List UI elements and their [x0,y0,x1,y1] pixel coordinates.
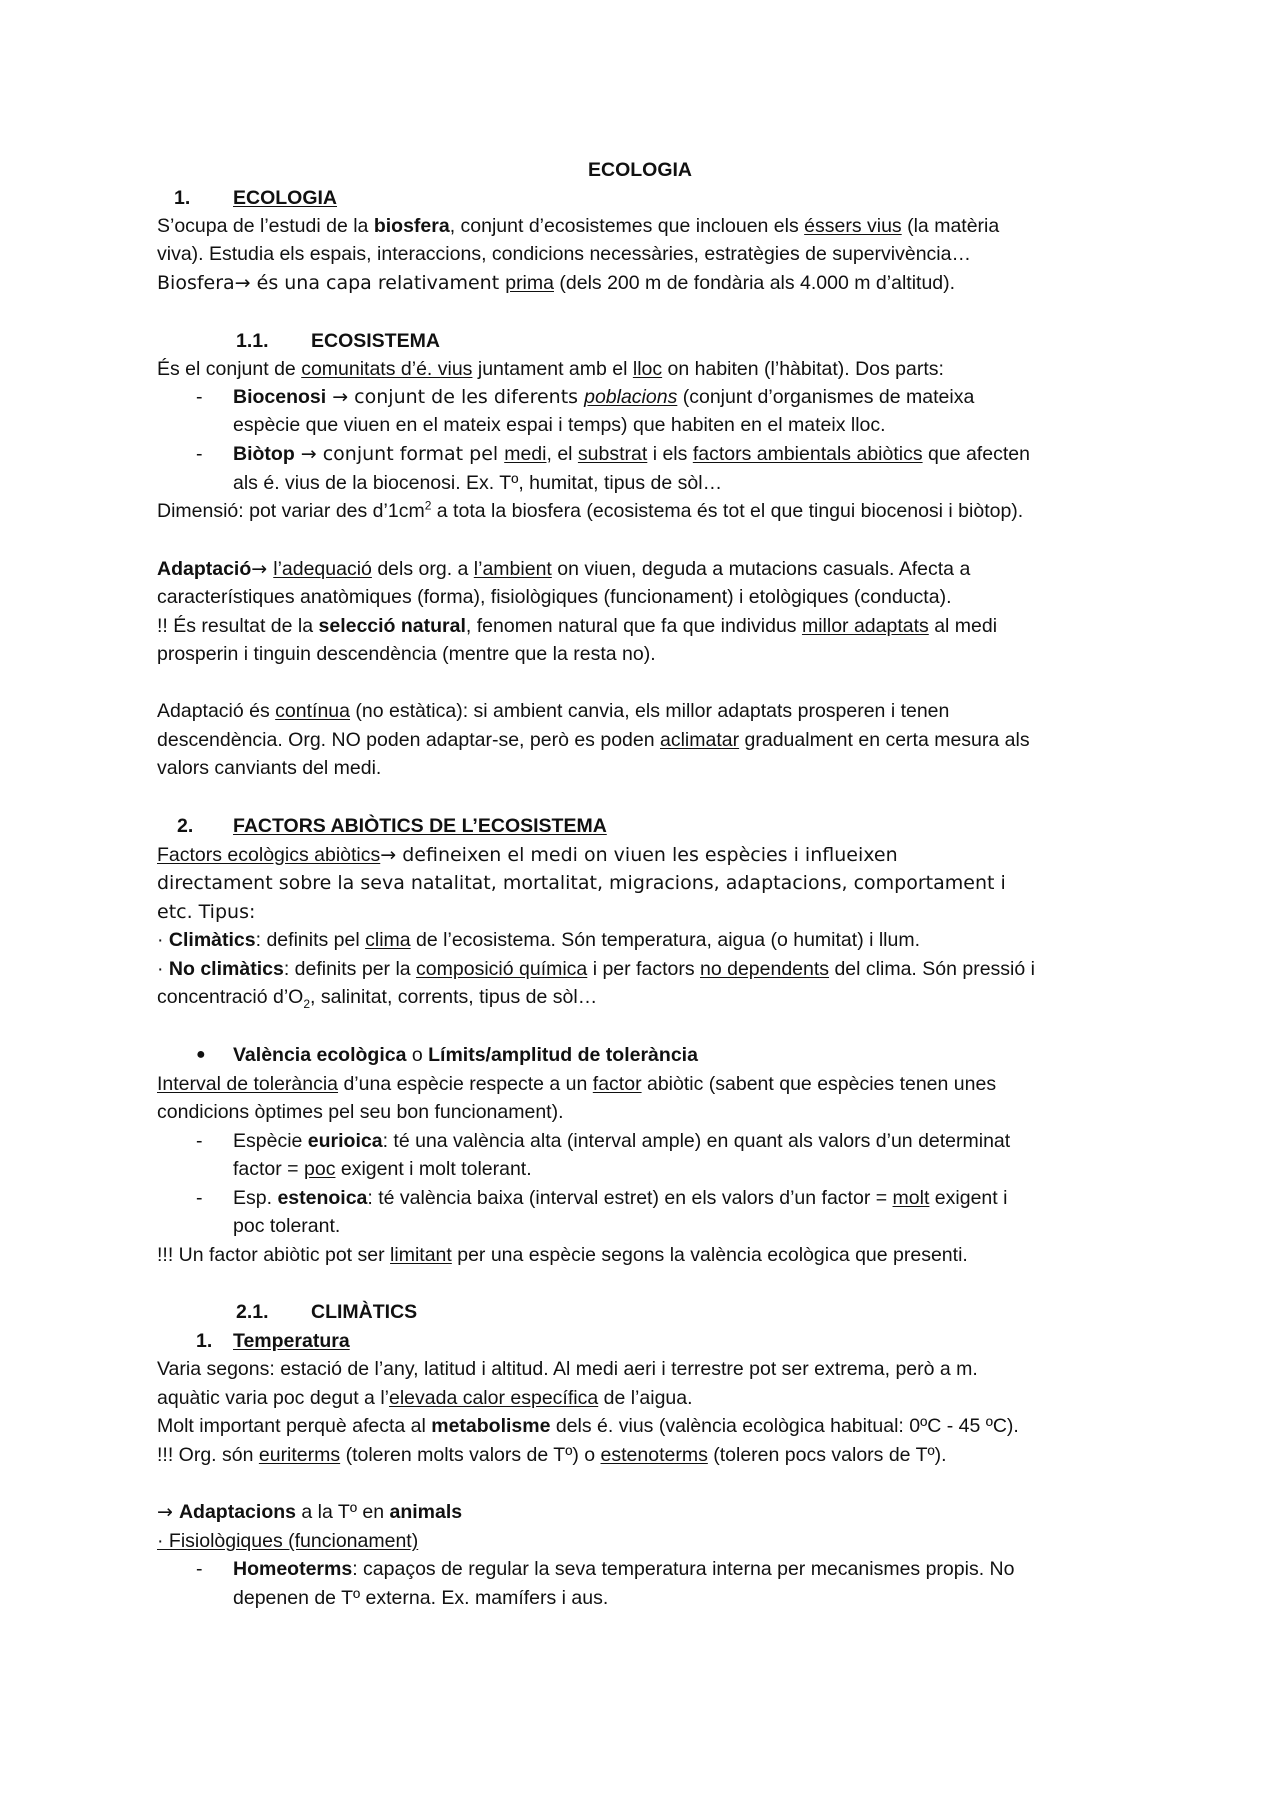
paragraph-line: característiques anatòmiques (forma), fisiològiques (funcionament) i etològiques (conducta). [157,586,952,608]
paragraph-line: etc. Tipus: [157,901,256,923]
list-item-continuation: espècie que viuen en el mateix espai i temps) que habiten en el mateix lloc. [233,414,886,436]
paragraph-line: Factors ecològics abiòtics→ defineixen el medi on viuen les espècies i influeixen [157,844,898,866]
list-dash: - [196,1558,203,1580]
list-item-eurioica: Espècie eurioica: té una valència alta (interval ample) en quant als valors d’un determinat [233,1130,1011,1152]
paragraph-line: aquàtic varia poc degut a l’elevada calor específica de l’aigua. [157,1387,693,1409]
list-dash: - [196,1130,203,1152]
list-item-continuation: depenen de Tº externa. Ex. mamífers i aus. [233,1587,609,1609]
bullet-heading-valencia: València ecològica o Límits/amplitud de tolerància [233,1044,698,1066]
subsection-number: 1.1. [236,330,269,352]
bullet-icon: ● [196,1046,206,1063]
paragraph-line-climatics: · Climàtics: definits pel clima de l’ecosistema. Són temperatura, aigua (o humitat) i llum. [157,929,921,951]
subsection-heading-climatics: CLIMÀTICS [311,1301,418,1323]
section-heading-factors-abiotics: FACTORS ABIÒTICS DE L’ECOSISTEMA [233,815,607,837]
subsection-number: 2.1. [236,1301,269,1323]
paragraph-line: valors canviants del medi. [157,757,382,779]
list-item-continuation: factor = poc exigent i molt tolerant. [233,1158,532,1180]
list-item-continuation: als é. vius de la biocenosi. Ex. Tº, humitat, tipus de sòl… [233,472,723,494]
list-dash: - [196,386,203,408]
paragraph-line: !! És resultat de la selecció natural, fenomen natural que fa que individus millor adaptats al medi [157,615,998,637]
paragraph-line-adaptacio: Adaptació→ l’adequació dels org. a l’ambient on viuen, deguda a mutacions casuals. Afecta a [157,558,971,580]
list-item-estenoica: Esp. estenoica: té valència baixa (interval estret) en els valors d’un factor = molt exigent i [233,1187,1008,1209]
paragraph-line: descendència. Org. NO poden adaptar-se, però es poden aclimatar gradualment en certa mesura als [157,729,1030,751]
paragraph-line: !!! Org. són euriterms (toleren molts valors de Tº) o estenoterms (toleren pocs valors de Tº). [157,1444,947,1466]
paragraph-line-limitant: !!! Un factor abiòtic pot ser limitant per una espècie segons la valència ecològica que presenti. [157,1244,968,1266]
list-item-continuation: poc tolerant. [233,1215,341,1237]
paragraph-line: Molt important perquè afecta al metabolisme dels é. vius (valència ecològica habitual: 0ºC - 45 ºC). [157,1415,1019,1437]
paragraph-line-fisiologiques: · Fisiològiques (funcionament) [157,1530,419,1552]
paragraph-line: Interval de tolerància d’una espècie respecte a un factor abiòtic (sabent que espècies tenen unes [157,1073,997,1095]
paragraph-line: directament sobre la seva natalitat, mortalitat, migracions, adaptacions, comportament i [157,872,1006,894]
paragraph-line-dimensio: Dimensió: pot variar des $d’1cm^2$ a tota la biosfera (ecosistema és tot el que tingui biocenosi i biòtop). [157,498,1024,522]
section-number: 2. [177,815,194,837]
section-number: 1. [174,187,191,209]
list-dash: - [196,443,203,465]
paragraph-line: condicions òptimes pel seu bon funcionament). [157,1101,564,1123]
paragraph-line: prosperin i tinguin descendència (mentre que la resta no). [157,643,656,665]
paragraph-line: concentració $d’O_2$, salinitat, corrents, tipus de sòl… [157,986,598,1011]
paragraph-line: viva). Estudia els espais, interaccions, condicions necessàries, estratègies de supervivència… [157,243,971,265]
paragraph-line: És el conjunt de comunitats d’é. vius juntament amb el lloc on habiten (l’hàbitat). Dos parts: [157,358,944,380]
paragraph-line: Adaptació és contínua (no estàtica): si ambient canvia, els millor adaptats prosperen i tenen [157,700,950,722]
list-item-biotop: Biòtop → conjunt format pel medi, el substrat i els factors ambientals abiòtics que afecten [233,443,1030,465]
section-heading-ecologia: ECOLOGIA [233,187,338,209]
item-heading-temperatura: Temperatura [233,1330,350,1352]
paragraph-line: S’ocupa de l’estudi de la biosfera, conjunt d’ecosistemes que inclouen els éssers vius (la matèria [157,215,1000,237]
paragraph-line-adaptacions: → Adaptacions a la Tº en animals [157,1501,463,1523]
subsection-heading-ecosistema: ECOSISTEMA [311,330,440,352]
list-item-homeoterms: Homeoterms: capaços de regular la seva temperatura interna per mecanismes propis. No [233,1558,1015,1580]
item-number: 1. [196,1330,213,1352]
list-dash: - [196,1187,203,1209]
paragraph-line: Varia segons: estació de l’any, latitud i altitud. Al medi aeri i terrestre pot ser extrema, però a m. [157,1358,978,1380]
paragraph-line-no-climatics: · No climàtics: definits per la composició química i per factors no dependents del clima. Són pressió i [157,958,1035,980]
paragraph-line: Biosfera→ és una capa relativament prima (dels 200 m de fondària als 4.000 m d’altitud). [157,272,956,294]
list-item-biocenosi: Biocenosi → conjunt de les diferents poblacions (conjunt d’organismes de mateixa [233,386,975,408]
document-title: ECOLOGIA [587,159,692,181]
